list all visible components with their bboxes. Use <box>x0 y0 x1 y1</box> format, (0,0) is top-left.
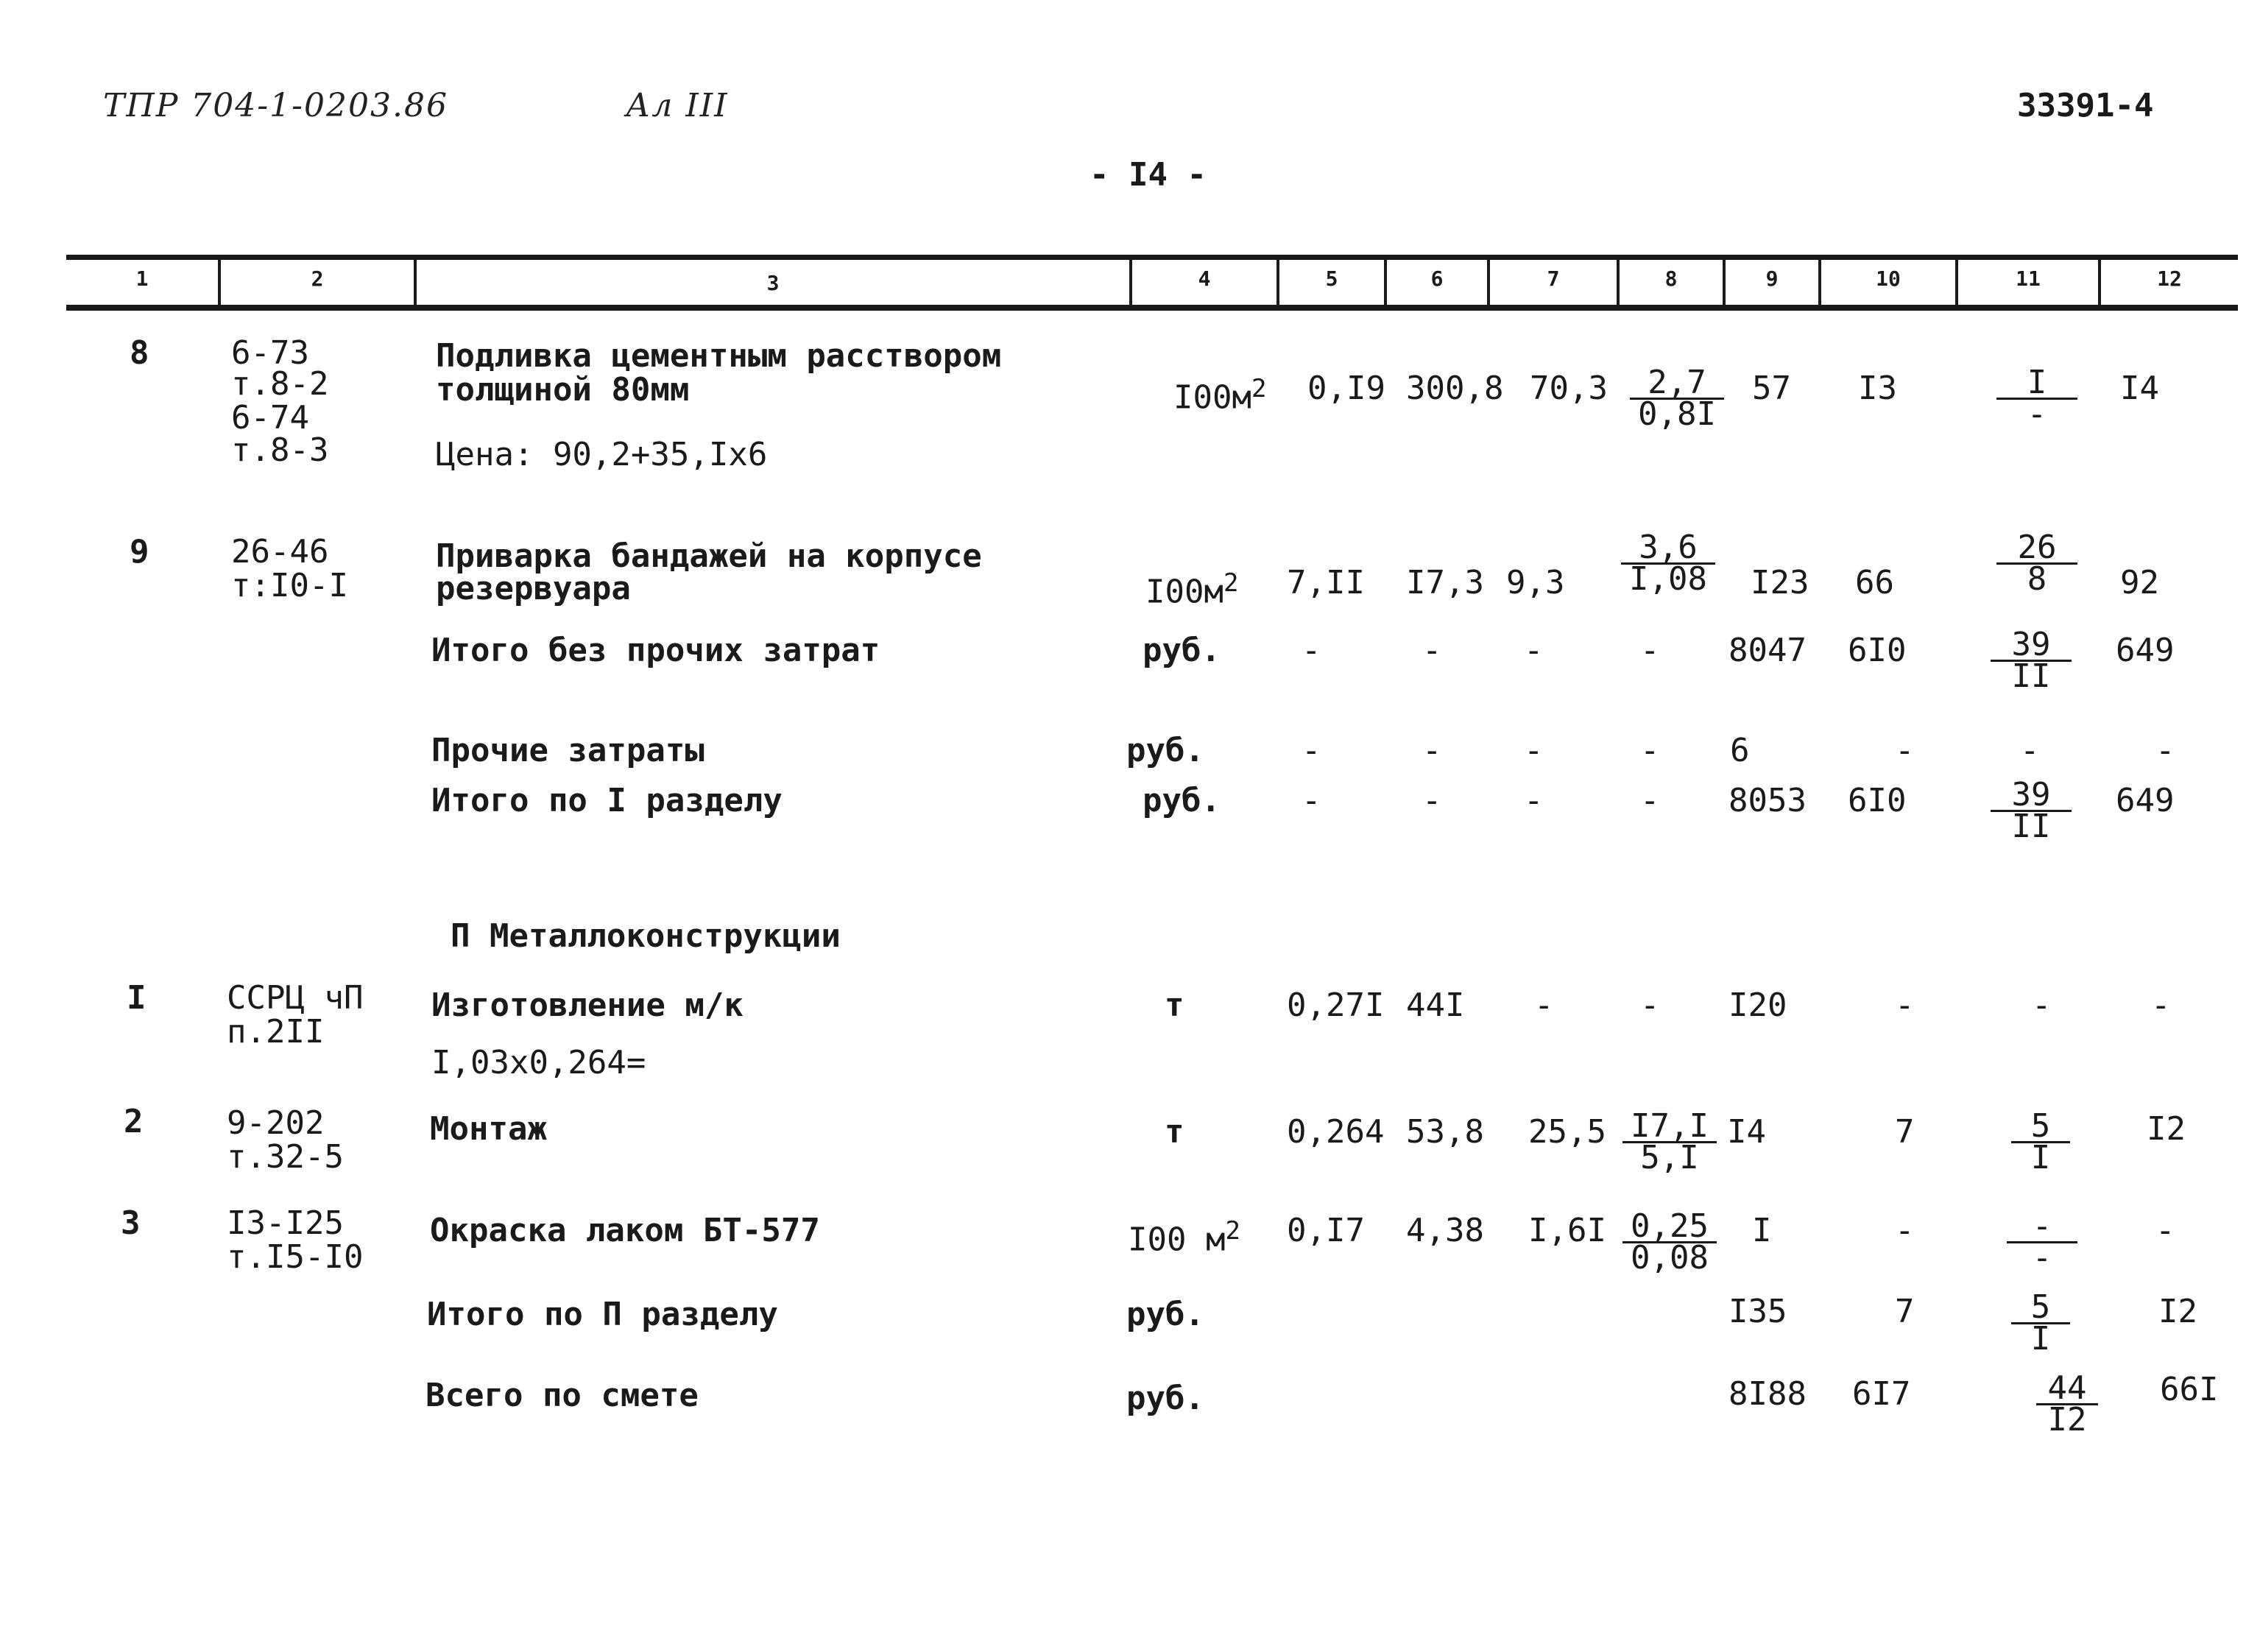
unit: т <box>1165 1113 1184 1151</box>
description: толщиной 80мм <box>436 371 690 409</box>
cell-col10: 6I7 <box>1852 1375 1911 1413</box>
row-number: 3 <box>121 1204 141 1242</box>
cell-col6: 300,8 <box>1406 370 1504 407</box>
cell-col9: 6 <box>1730 732 1750 769</box>
cell-col9: 8053 <box>1728 782 1807 819</box>
description: Прочие затраты <box>431 732 705 769</box>
cell-col12: I2 <box>2158 1293 2197 1330</box>
cell-col7: - <box>1524 782 1544 819</box>
unit: руб. <box>1143 632 1221 669</box>
cell-col10: I3 <box>1858 370 1897 407</box>
cell-col7: - <box>1524 632 1544 669</box>
cell-col9: I20 <box>1728 986 1787 1024</box>
column-header-9: 9 <box>1765 266 1779 291</box>
norm-code: т.32-5 <box>227 1138 344 1176</box>
norm-code: т.8-3 <box>231 431 329 469</box>
cell-col9: 8I88 <box>1728 1375 1807 1413</box>
cell-col10: - <box>1895 986 1915 1024</box>
cell-col11-fraction: $\frac{44}{I2}$ <box>2036 1374 2098 1435</box>
handwritten-code: ТПР 704-1-0203.86 <box>103 87 448 124</box>
cell-col9: 8047 <box>1728 632 1807 669</box>
unit: т <box>1165 986 1184 1024</box>
description: Приварка бандажей на корпусе <box>436 537 982 575</box>
cell-col7: - <box>1534 986 1554 1024</box>
cell-col11-fraction: $\frac{5}{I}$ <box>2011 1112 2070 1173</box>
cell-col7: 25,5 <box>1528 1113 1606 1151</box>
unit: I00 $м^2$ <box>1128 1216 1240 1259</box>
cell-col5: 0,I9 <box>1307 370 1385 407</box>
column-header-10: 10 <box>1876 266 1901 291</box>
row-number: 8 <box>130 334 149 372</box>
cell-col8-fraction: $\frac{0,25}{0,08}$ <box>1622 1212 1717 1273</box>
column-header-1: 1 <box>135 266 149 291</box>
cell-col12: I2 <box>2147 1110 2186 1148</box>
cell-col12: 66I <box>2160 1371 2219 1408</box>
cell-col10: 66 <box>1855 564 1894 601</box>
cell-col6: 44I <box>1406 986 1465 1024</box>
cell-col7: 9,3 <box>1506 564 1565 601</box>
norm-code: 26-46 <box>231 533 329 571</box>
norm-code: 6-74 <box>231 399 309 437</box>
cell-col8-fraction: $\frac{3,6}{I,08}$ <box>1621 533 1715 594</box>
cell-col11-fraction: $\frac{5}{I}$ <box>2011 1293 2070 1354</box>
column-header-6: 6 <box>1430 266 1444 291</box>
cell-col10: - <box>1895 732 1915 769</box>
norm-code: т:I0-I <box>231 567 348 604</box>
cell-col9: 57 <box>1752 370 1791 407</box>
row-number: I <box>127 979 146 1017</box>
description: Монтаж <box>430 1110 547 1148</box>
cell-col9: I4 <box>1727 1113 1766 1151</box>
cell-col8: - <box>1640 782 1660 819</box>
cell-col10: - <box>1895 1212 1915 1249</box>
cell-col6: 4,38 <box>1406 1212 1484 1249</box>
unit: руб. <box>1126 1380 1204 1417</box>
cell-col8-fraction: $\frac{2,7}{0,8I}$ <box>1630 368 1724 429</box>
norm-code: 9-202 <box>227 1104 325 1142</box>
cell-col6: 53,8 <box>1406 1113 1484 1151</box>
cell-col6: I7,3 <box>1406 564 1484 601</box>
row-number: 2 <box>124 1103 144 1140</box>
section-title: П Металлоконструкции <box>451 917 841 955</box>
description: резервуара <box>436 570 631 607</box>
description: Итого по П разделу <box>427 1296 778 1333</box>
cell-col11-fraction: $\frac{26}{8}$ <box>1996 533 2077 594</box>
column-header-12: 12 <box>2157 266 2182 291</box>
cell-col11-fraction: - - <box>2007 1212 2077 1273</box>
cell-col7: 70,3 <box>1530 370 1608 407</box>
cell-col5: - <box>1302 632 1321 669</box>
cell-col10: 6I0 <box>1848 782 1907 819</box>
document-number: 33391-4 <box>2017 87 2154 124</box>
cell-col6: - <box>1422 732 1442 769</box>
table-header-rule <box>66 305 2238 311</box>
cell-col7: I,6I <box>1528 1212 1606 1249</box>
price-note: Цена: 90,2+35,Iх6 <box>436 436 768 473</box>
cell-col12: - <box>2155 1212 2175 1249</box>
cell-col5: 0,I7 <box>1287 1212 1365 1249</box>
unit: руб. <box>1126 732 1204 769</box>
cell-col5: - <box>1302 732 1321 769</box>
cell-col5: 0,264 <box>1287 1113 1385 1151</box>
description: Итого без прочих затрат <box>431 632 880 669</box>
cell-col7: - <box>1524 732 1544 769</box>
cell-col11-fraction: $\frac{39}{II}$ <box>1991 780 2072 841</box>
unit: руб. <box>1143 782 1221 819</box>
page-number: - I4 - <box>1090 156 1207 194</box>
cell-col5: 0,27I <box>1287 986 1385 1024</box>
column-header-11: 11 <box>2016 266 2041 291</box>
cell-col6: - <box>1422 632 1442 669</box>
cell-col6: - <box>1422 782 1442 819</box>
cell-col8: - <box>1640 632 1660 669</box>
cell-col9: I <box>1752 1212 1772 1249</box>
row-number: 9 <box>130 533 149 571</box>
cell-col12: 649 <box>2116 782 2175 819</box>
description: Подливка цементным расствором <box>436 337 1002 375</box>
column-header-2: 2 <box>311 266 324 291</box>
norm-code: п.2II <box>227 1013 325 1051</box>
column-header-4: 4 <box>1198 266 1211 291</box>
unit: руб. <box>1126 1296 1204 1333</box>
cell-col11: - <box>2032 986 2052 1024</box>
table-top-rule <box>66 255 2238 260</box>
cell-col8-fraction: $\frac{I7,I}{5,I}$ <box>1622 1112 1717 1173</box>
cell-col5: 7,II <box>1287 564 1365 601</box>
cell-col12: I4 <box>2120 370 2159 407</box>
cell-col12: - <box>2151 986 2171 1024</box>
cell-col11-fraction: $\frac{39}{II}$ <box>1991 630 2072 691</box>
cell-col12: 92 <box>2120 564 2159 601</box>
unit: $I00м^2$ <box>1145 568 1239 611</box>
cell-col10: 6I0 <box>1848 632 1907 669</box>
column-header-3: 3 <box>766 271 780 295</box>
norm-code: I3-I25 <box>227 1204 344 1242</box>
cell-col5: - <box>1302 782 1321 819</box>
column-header-7: 7 <box>1547 266 1560 291</box>
cell-col12: - <box>2155 732 2175 769</box>
norm-code: т.8-2 <box>231 365 329 403</box>
cell-col8: - <box>1640 986 1660 1024</box>
description: Окраска лаком БТ-577 <box>430 1212 820 1249</box>
cell-col12: 649 <box>2116 632 2175 669</box>
handwritten-album: Ал III <box>626 87 729 124</box>
cell-col9: I35 <box>1728 1293 1787 1330</box>
column-header-8: 8 <box>1664 266 1678 291</box>
norm-code: 6-73 <box>231 334 309 372</box>
cell-col8: - <box>1640 732 1660 769</box>
norm-code: ССРЦ чП <box>227 979 364 1017</box>
description: Итого по I разделу <box>431 782 783 819</box>
cell-col11: - <box>2020 732 2040 769</box>
cell-col11-fraction: I - <box>1996 368 2077 429</box>
description: Изготовление м/к <box>431 986 744 1024</box>
cell-col10: 7 <box>1895 1293 1915 1330</box>
cell-col9: I23 <box>1751 564 1809 601</box>
column-header-5: 5 <box>1325 266 1338 291</box>
norm-code: т.I5-I0 <box>227 1238 364 1276</box>
formula: I,03х0,264= <box>431 1044 646 1081</box>
cell-col10: 7 <box>1895 1113 1915 1151</box>
description: Всего по смете <box>425 1377 699 1414</box>
unit: $I00м^2$ <box>1173 374 1267 417</box>
